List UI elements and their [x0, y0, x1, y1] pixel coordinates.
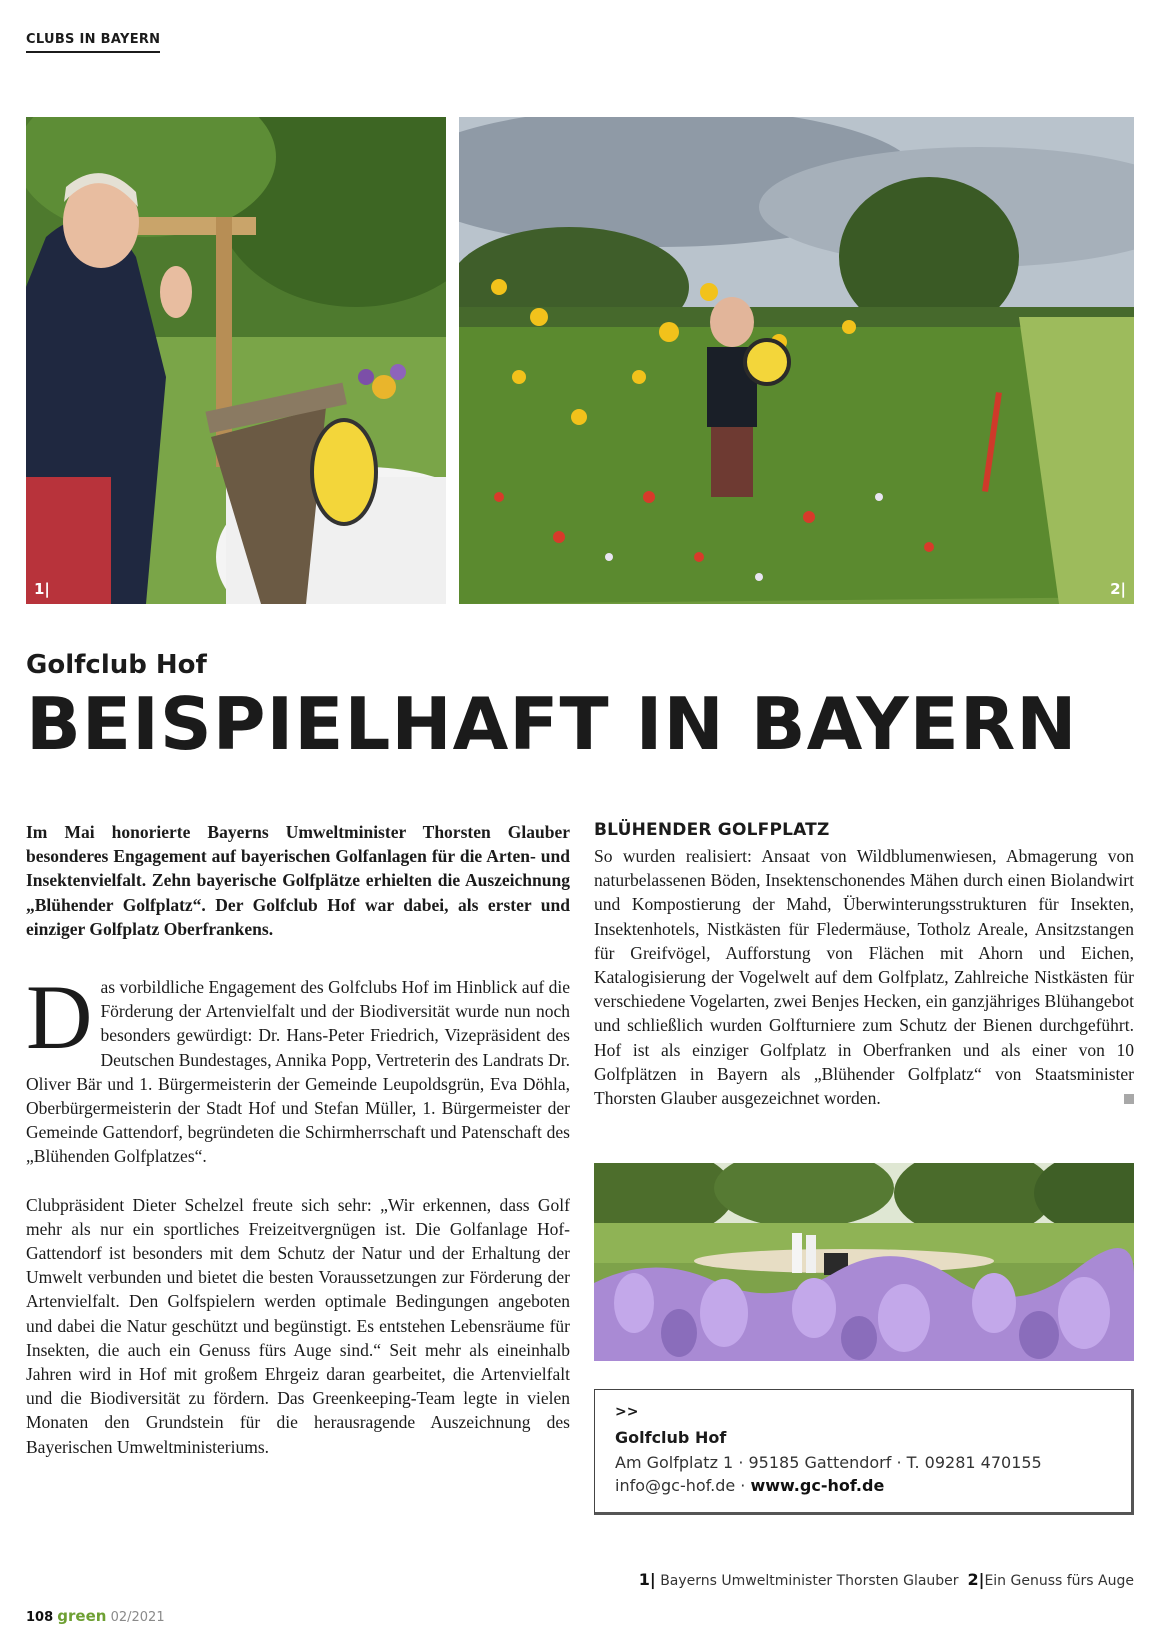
section-label: CLUBS IN BAYERN	[26, 32, 160, 53]
contact-name: Golfclub Hof	[615, 1428, 727, 1447]
photo-minister-speech	[26, 117, 446, 604]
contact-box	[594, 1389, 1134, 1515]
drop-cap: D	[26, 966, 93, 1069]
caption-1-number: 1|	[638, 1570, 656, 1589]
end-mark-icon	[1124, 1094, 1134, 1104]
article-intro: Im Mai honorierte Bayerns Umweltminister Thorsten Glauber besonderes Engagement auf bayerischen Golfanlagen für die Arten- und Insektenvielfalt. Zehn bayerische Golfplätze erhielten die Auszeichnung „Blühender Golfplatz“. Der Golfclub Hof war dabei, als erster und einziger Golfplatz Oberfrankens.	[26, 822, 570, 939]
contact-address: Am Golfplatz 1 · 95185 Gattendorf · T. 09281 470155	[615, 1453, 1042, 1472]
magazine-name: green	[57, 1607, 107, 1625]
body-paragraph-1-text: as vorbildliche Engagement des Golfclubs Hof im Hinblick auf die Förderung der Artenvielfalt und der Biodiversität wurde nun noch besonders gewürdigt: Dr. Hans-Peter Friedrich, Vizepräsident des Deutschen Bundestages, Annika Popp, Vertreterin des Landrats Dr. Oliver Bär und 1. Bürgermeisterin der Gemeinde Leupoldsgrün, Eva Döhla, Oberbürgermeisterin der Stadt Hof und Stefan Müller, 1. Bürgermeister der Gemeinde Gattendorf, begründeten die Schirmherrschaft und Patenschaft des „Blühenden Golfplatzes“.	[26, 977, 570, 1167]
contact-email[interactable]: info@gc-hof.de ·	[615, 1476, 751, 1495]
issue-number: 02/2021	[110, 1610, 165, 1625]
page-folio	[26, 1607, 165, 1625]
body-paragraph-3	[594, 844, 1134, 1110]
photo-3-image	[594, 1163, 1134, 1361]
body-paragraph-1	[26, 966, 570, 1169]
photo-1-number: 1|	[34, 580, 50, 598]
article-headline: BEISPIELHAFT IN BAYERN	[26, 682, 1078, 766]
photo-1-image	[26, 117, 446, 604]
caption-2-text: Ein Genuss fürs Auge	[984, 1573, 1134, 1589]
photo-2-image	[459, 117, 1134, 604]
body-paragraph-2: Clubpräsident Dieter Schelzel freute sich sehr: „Wir erkennen, dass Golf mehr als nur ein sportliches Freizeitvergnügen ist. Die Golfanlage Hof-Gattendorf ist besonders mit dem Schutz der Natur und der Erhaltung der Umwelt verbunden und bietet die besten Voraussetzungen zur Förderung der Artenvielfalt. Den Golfspielern werden optimale Bedingungen angeboten und dabei die Natur geschützt und begünstigt. Es entstehen Lebensräume für Insekten, die auch ein Genuss fürs Auge sind.“ Seit mehr als eineinhalb Jahren wird in Hof mit großem Ehrgeiz daran gearbeitet, die Artenvielfalt und die Biodiversität zu fördern. Das Greenkeeping-Team legte in vielen Monaten den Grundstein für die herausragende Auszeichnung des Bayerischen Umweltministeriums.	[26, 1194, 570, 1457]
page-number: 108	[26, 1610, 54, 1625]
photo-flower-meadow	[459, 117, 1134, 604]
photo-golfers-lavender	[594, 1163, 1134, 1361]
contact-website-link[interactable]: www.gc-hof.de	[750, 1476, 885, 1495]
photo-2-number: 2|	[1110, 580, 1126, 598]
body-paragraph-3-text: So wurden realisiert: Ansaat von Wildblumenwiesen, Abmagerung von naturbelassenen Böden, Insektenschonendes Mähen durch einen Biolandwirt und Kompostierung der Mahd, Überwinterungsstrukturen für Insekten, Insektenhotels, Nistkästen für Fledermäuse, Totholz Areale, Ansitzstangen für Greifvögel, Aufforstung von Flächen mit Ahorn und Eichen, Katalogisierung der Vogelwelt auf dem Golfplatz, Zahlreiche Nistkästen für verschiedene Vogelarten, zwei Benjes Hecken, ein ganzjähriges Blühangebot und schließlich wurden Golfturniere zum Schutz der Bienen durchgeführt. Hof ist als einziger Golfplatz in Oberfranken und als einer von 10 Golfplätzen in Bayern als „Blühender Golfplatz“ von Staatsminister Thorsten Glauber ausgezeichnet worden.	[594, 846, 1134, 1109]
contact-web-line	[615, 1476, 1111, 1495]
article-kicker: Golfclub Hof	[26, 650, 207, 680]
left-column	[26, 820, 570, 1483]
section-subhead: BLÜHENDER GOLFPLATZ	[594, 820, 830, 840]
photo-captions	[639, 1570, 1134, 1589]
caption-2-number: 2|	[967, 1570, 985, 1589]
contact-arrow: >>	[615, 1404, 639, 1420]
right-column	[594, 820, 1134, 1110]
caption-1-text: Bayerns Umweltminister Thorsten Glauber	[660, 1573, 959, 1589]
